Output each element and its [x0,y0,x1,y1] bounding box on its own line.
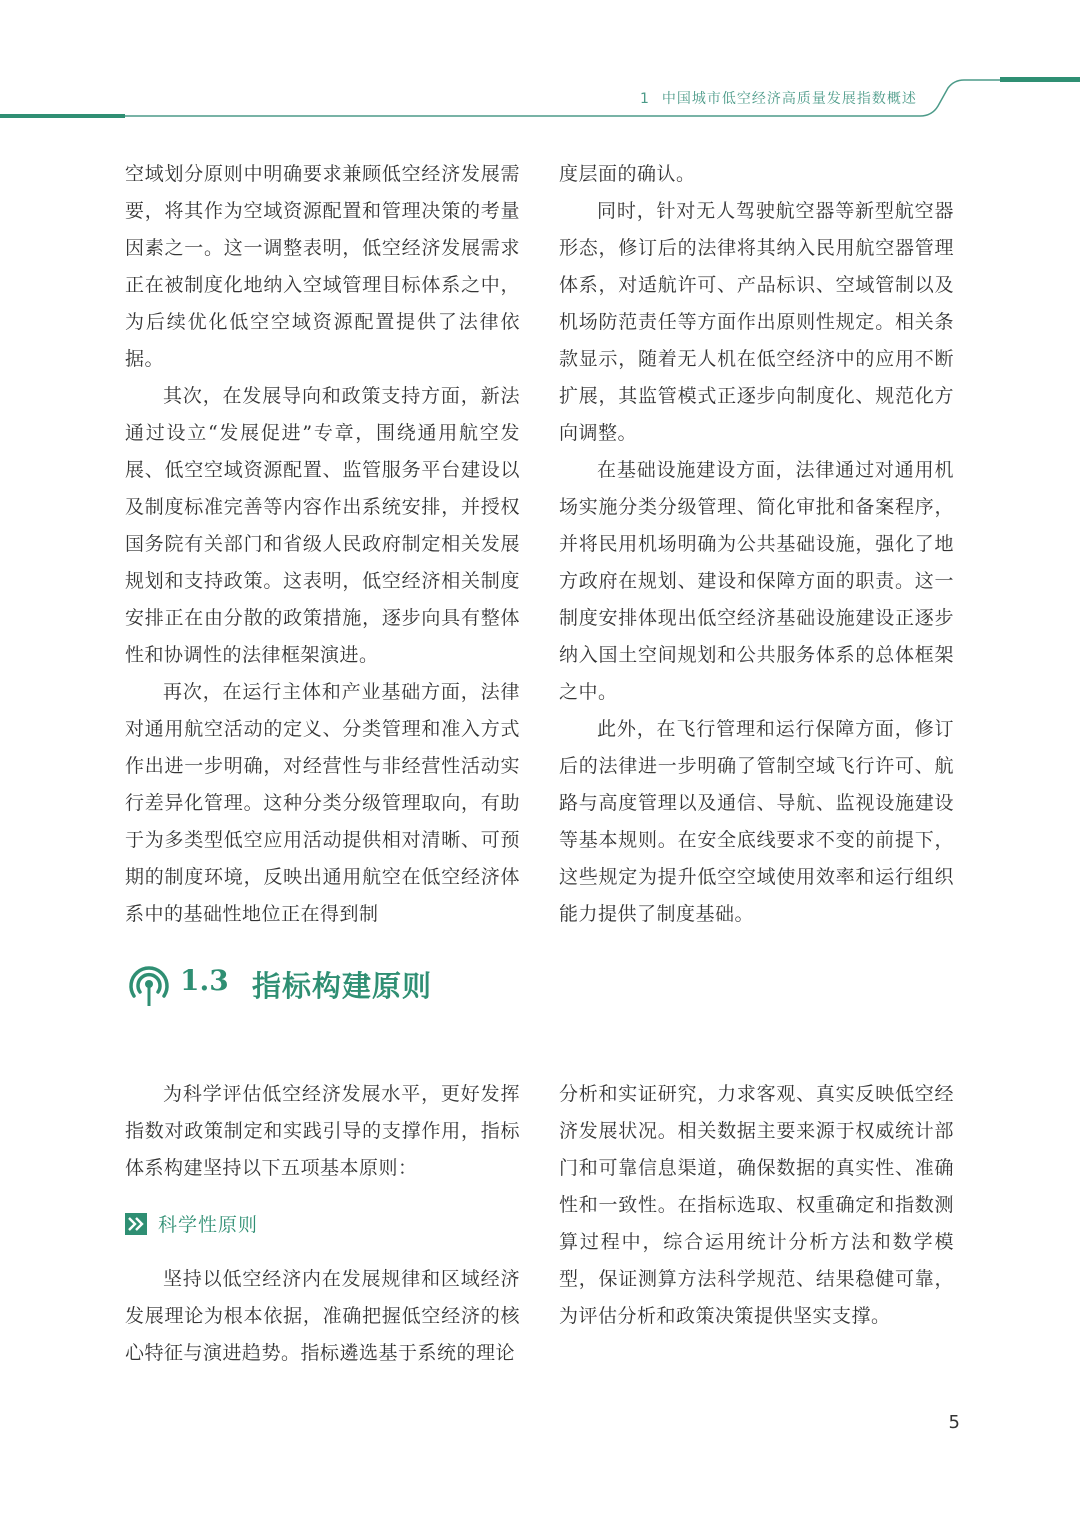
paragraph: 此外，在飞行管理和运行保障方面，修订后的法律进一步明确了管制空域飞行许可、航路与高度管理以及通信、导航、监视设施建设等基本规则。在安全底线要求不变的前提下，这些规定为提升低空空域使用效率和运行组织能力提供了制度基础。 [559,718,954,925]
chapter-title: 中国城市低空经济高质量发展指数概述 [661,91,917,107]
paragraph: 为科学评估低空经济发展水平，更好发挥指数对政策制定和实践引导的支撑作用，指标体系构建坚持以下五项基本原则： [125,1083,520,1179]
paragraph: 再次，在运行主体和产业基础方面，法律对通用航空活动的定义、分类管理和准入方式作出进一步明确，对经营性与非经营性活动实行差异化管理。这种分类分级管理取向，有助于为多类型低空应用活动提供相对清晰、可预期的制度环境，反映出通用航空在低空经济体系中的基础性地位正在得到制 [125,681,520,925]
bottom-right-column [559,1076,954,1335]
top-left-column [125,156,520,933]
section-title: 指标构建原则 [252,969,433,1003]
section-number: 1.3 [180,964,229,997]
header-rule [0,0,1080,130]
paragraph: 坚持以低空经济内在发展规律和区域经济发展理论为根本依据，准确把握低空经济的核心特征与演进趋势。指标遴选基于系统的理论 [125,1268,520,1364]
paragraph: 分析和实证研究，力求客观、真实反映低空经济发展状况。相关数据主要来源于权威统计部门和可靠信息渠道，确保数据的真实性、准确性和一致性。在指标选取、权重确定和指数测算过程中，综合运用统计分析方法和数学模型，保证测算方法科学规范、结果稳健可靠，为评估分析和政策决策提供坚实支撑。 [559,1083,954,1327]
paragraph: 空域划分原则中明确要求兼顾低空经济发展需要，将其作为空域资源配置和管理决策的考量因素之一。这一调整表明，低空经济发展需求正在被制度化地纳入空域管理目标体系之中，为后续优化低空空域资源配置提供了法律依据。 [125,163,520,370]
bottom-left-intro [125,1076,520,1187]
page-number: 5 [948,1412,960,1433]
paragraph: 度层面的确认。 [559,163,696,185]
broadcast-signal-icon [124,960,174,1010]
chapter-number: 1 [640,91,650,107]
top-right-column [559,156,954,933]
paragraph: 其次，在发展导向和政策支持方面，新法通过设立“发展促进”专章，围绕通用航空发展、低空空域资源配置、监管服务平台建设以及制度标准完善等内容作出系统安排，并授权国务院有关部门和省级人民政府制定相关发展规划和支持政策。这表明，低空经济相关制度安排正在由分散的政策措施，逐步向具有整体性和协调性的法律框架演进。 [125,385,520,666]
double-chevron-right-icon [125,1213,147,1235]
subheading-title: 科学性原则 [158,1214,259,1236]
bottom-left-body [125,1261,520,1372]
paragraph: 同时，针对无人驾驶航空器等新型航空器形态，修订后的法律将其纳入民用航空器管理体系，对适航许可、产品标识、空域管制以及机场防范责任等方面作出原则性规定。相关条款显示，随着无人机在低空经济中的应用不断扩展，其监管模式正逐步向制度化、规范化方向调整。 [559,200,954,444]
running-header [640,88,940,108]
paragraph: 在基础设施建设方面，法律通过对通用机场实施分类分级管理、简化审批和备案程序，并将民用机场明确为公共基础设施，强化了地方政府在规划、建设和保障方面的职责。这一制度安排体现出低空经济基础设施建设正逐步纳入国土空间规划和公共服务体系的总体框架之中。 [559,459,954,703]
